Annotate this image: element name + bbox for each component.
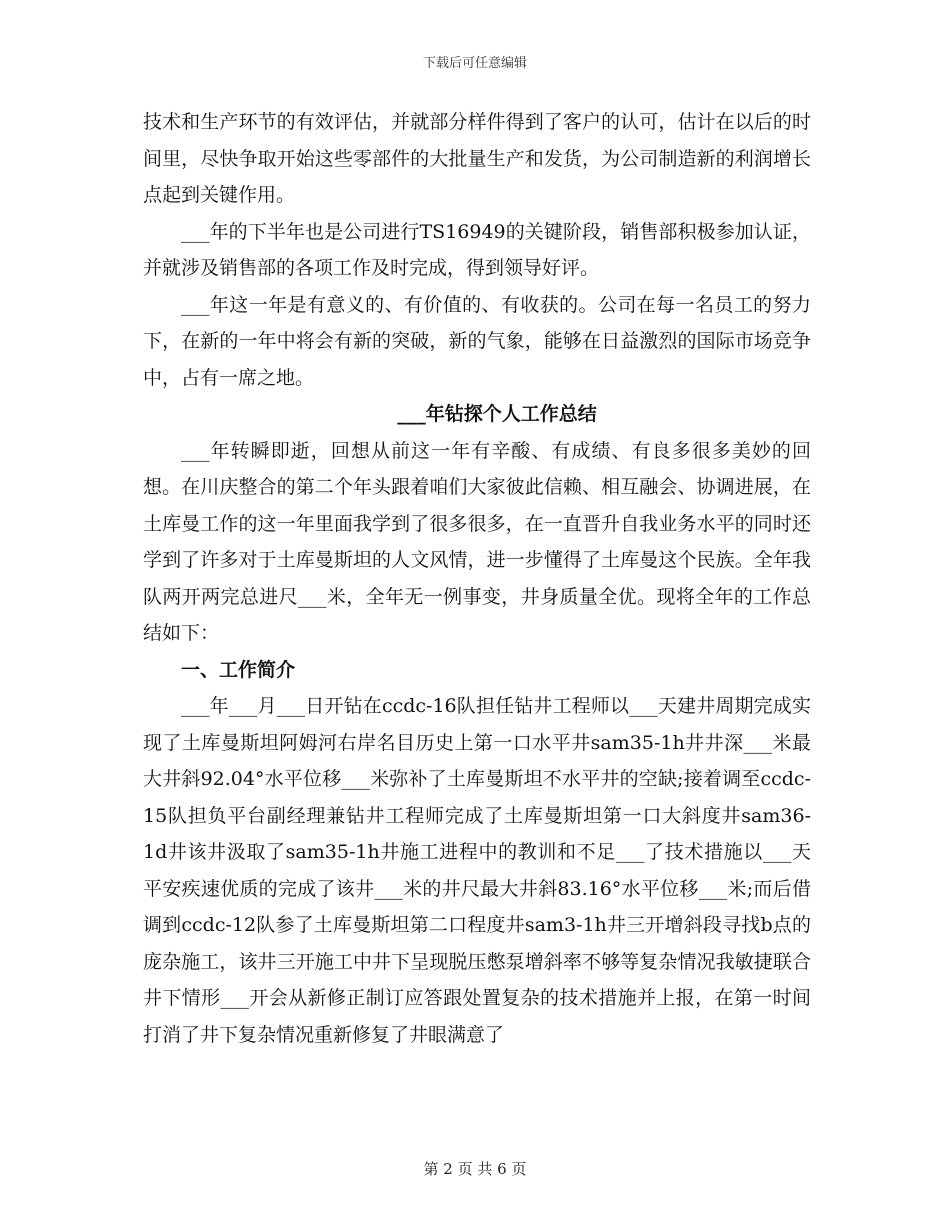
section-title: ___年钻探个人工作总结 bbox=[397, 403, 597, 425]
document-body bbox=[143, 104, 811, 1053]
paragraph-year-summary: ___年这一年是有意义的、有价值的、有收获的。公司在每一名员工的努力下，在新的一年中将会有新的突破，新的气象，能够在日益激烈的国际市场竞争中，占有一席之地。 bbox=[143, 293, 811, 389]
paragraph-intro: ___年转瞬即逝，回想从前这一年有辛酸、有成绩、有良多很多美妙的回想。在川庆整合的第二个年头跟着咱们大家彼此信赖、相互融会、协调进展，在土库曼工作的这一年里面我学到了很多很多，在一直晋升自我业务水平的同时还学到了许多对于土库曼斯坦的人文风情，进一步懂得了土库曼这个民族。全年我队两开两完总进尺___米，全年无一例事变，井身质量全优。现将全年的工作总结如下： bbox=[143, 439, 811, 644]
paragraph-continuation: 技术和生产环节的有效评估，并就部分样件得到了客户的认可，估计在以后的时间里，尽快争取开始这些零部件的大批量生产和发货，为公司制造新的利润增长点起到关键作用。 bbox=[143, 111, 811, 206]
page-header: 下载后可任意编辑 bbox=[422, 56, 527, 71]
subheading-work-intro: 一、工作简介 bbox=[181, 658, 296, 681]
paragraph-work-details: ___年___月___日开钻在ccdc-16队担任钻井工程师以___天建井周期完成实现了土库曼斯坦阿姆河右岸名目历史上第一口水平井sam35-1h井井深___米最大井斜92.04°水平位移___米弥补了土库曼斯坦不水平井的空缺;接着调至ccdc-15队担负平台副经理兼钻井工程师完成了土库曼斯坦第一口大斜度井sam36-1d井该井汲取了sam35-1h井施工进程中的教训和不足___了技术措施以___天平安疾速优质的完成了该井___米的井尺最大井斜83.16°水平位移___米;而后借调到ccdc-12队参了土库曼斯坦第二口程度井sam3-1h井三开增斜段寻找b点的庞杂施工，该井三开施工中井下呈现脱压憋泵增斜率不够等复杂情况我敏捷联合井下情形___开会从新修正制订应答跟处置复杂的技术措施并上报，在第一时间打消了井下复杂情况重新修复了井眼满意了 bbox=[143, 695, 811, 1046]
paragraph-ts16949: ___年的下半年也是公司进行TS16949的关键阶段，销售部积极参加认证，并就涉及销售部的各项工作及时完成，得到领导好评。 bbox=[143, 220, 811, 279]
page-footer: 第 2 页 共 6 页 bbox=[423, 1160, 527, 1178]
